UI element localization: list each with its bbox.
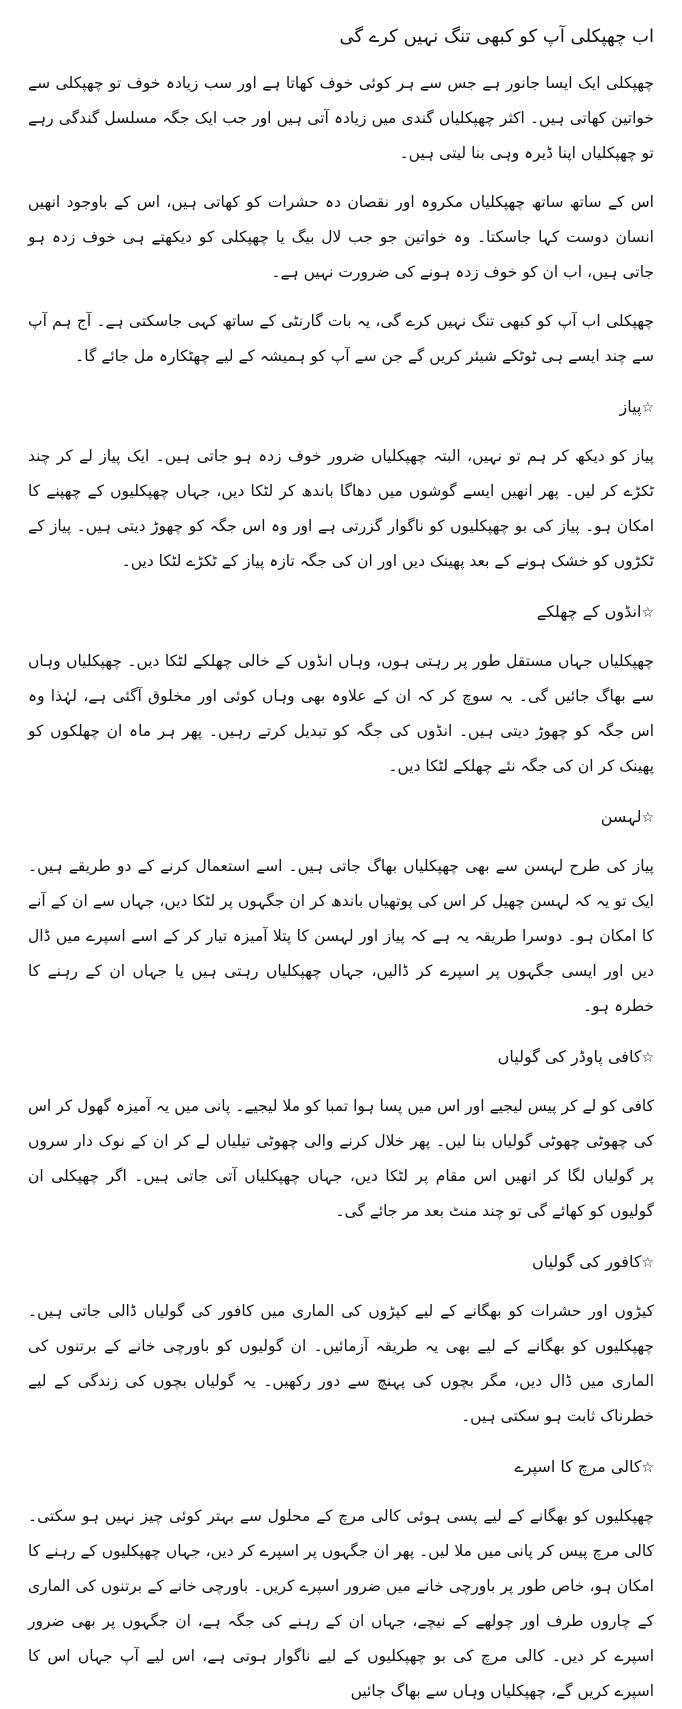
star-icon: ☆ — [641, 1255, 654, 1271]
intro-paragraph-3: چھپکلی اب آپ کو کبھی تنگ نہیں کرے گی، یہ بات گارنٹی کے ساتھ کہی جاسکتی ہے۔ آج ہم آپ سے چند ایسے ہی ٹوٹکے شیئر کریں گے جن سے آپ کو ہمیشہ کے لیے چھٹکارہ مل جائے گا۔ — [28, 312, 654, 365]
section-heading-text: کالی مرچ کا اسپرے — [514, 1457, 642, 1476]
section-heading-text: لہسن — [600, 807, 642, 826]
section-heading — [28, 1247, 654, 1278]
section-coffee-pellets — [28, 1042, 654, 1229]
section-heading-text: کافور کی گولیاں — [531, 1252, 642, 1271]
star-icon: ☆ — [641, 605, 654, 621]
section-garlic — [28, 802, 654, 1024]
section-heading — [28, 1042, 654, 1073]
section-heading — [28, 802, 654, 833]
intro-paragraph-2: اس کے ساتھ ساتھ چھپکلیاں مکروہ اور نقصان دہ حشرات کو کھاتی ہیں، اس کے باوجود انھیں انسان دوست کہا جاسکتا۔ وہ خواتین جو جب لال بیگ یا چھپکلی کو دیکھتے ہی خوف زدہ ہو جاتی ہیں، اب ان کو خوف زدہ ہونے کی ضرورت نہیں ہے۔ — [28, 193, 654, 281]
section-body: چھپکلیوں کو بھگانے کے لیے پسی ہوئی کالی مرچ کے محلول سے بہتر کوئی چیز نہیں ہو سکتی۔ کالی مرچ پیس کر پانی میں ملا لیں۔ پھر ان جگہوں پر اسپرے کر دیں، جہاں چھپکلیوں کے رہنے کا امکان ہو، خاص طور پر باورچی خانے میں ضرور اسپرے کریں۔ باورچی خانے کے برتنوں کی الماری کے چاروں طرف اور چولھے کے نیچے، جہاں ان کے رہنے کی جگہ ہے، ان جگہوں پر بھی ضرور اسپرے کر دیں۔ کالی مرچ کی بو چھپکلیوں کے لیے ناگوار ہوتی ہے، اس لیے آپ جہاں اس کا اسپرے کریں گے، چھپکلیاں وہاں سے بھاگ جائیں — [28, 1507, 654, 1700]
section-heading — [28, 597, 654, 628]
intro-paragraph-1: چھپکلی ایک ایسا جانور ہے جس سے ہر کوئی خوف کھاتا ہے اور سب زیادہ خوف تو چھپکلی سے خواتین کھاتی ہیں۔ اکثر چھپکلیاں گندی میں زیادہ آتی ہیں اور جب ایک جگہ مسلسل گندگی رہے تو چھپکلیاں اپنا ڈیرہ وہی بنا لیتی ہیں۔ — [28, 74, 654, 162]
section-body: چھپکلیاں جہاں مستقل طور پر رہتی ہوں، وہاں انڈوں کے خالی چھلکے لٹکا دیں۔ چھپکلیاں وہاں سے بھاگ جائیں گی۔ یہ سوچ کر کہ ان کے علاوہ بھی وہاں کوئی اور مخلوق آگئی ہے، لہٰذا وہ اس جگہ کو چھوڑ دیتی ہیں۔ انڈوں کی جگہ کو تبدیل کرتے رہیں۔ پھر ہر ماہ ان چھلکوں کو پھینک کر ان کی جگہ نئے چھلکے لٹکا دیں۔ — [28, 652, 654, 775]
article-title: اب چھپکلی آپ کو کبھی تنگ نہیں کرے گی — [339, 26, 654, 47]
star-icon: ☆ — [641, 1460, 654, 1476]
section-heading-text: پیاز — [619, 397, 642, 416]
section-body: پیاز کو دیکھ کر ہم تو نہیں، البتہ چھپکلیاں ضرور خوف زدہ ہو جاتی ہیں۔ ایک پیاز لے کر چند ٹکڑے کر لیں۔ پھر انھیں ایسے گوشوں میں دھاگا باندھ کر لٹکا دیں، جہاں چھپکلیوں کے چھپنے کا امکان ہو۔ پیاز کی بو چھپکلیوں کو ناگوار گزرتی ہے اور وہ اس جگہ کو چھوڑ دیتی ہیں۔ پیاز کے ٹکڑوں کو خشک ہونے کے بعد پھینک دیں اور ان کی جگہ تازہ پیاز کے ٹکڑے لٹکا دیں۔ — [28, 447, 654, 570]
section-camphor — [28, 1247, 654, 1434]
section-heading — [28, 392, 654, 423]
section-onion — [28, 392, 654, 579]
section-body: کافی کو لے کر پیس لیجیے اور اس میں پسا ہوا تمبا کو ملا لیجیے۔ پانی میں یہ آمیزہ گھول کر اس کی چھوٹی چھوٹی گولیاں بنا لیں۔ پھر خلال کرنے والی چھوٹی تیلیاں لے کر ان کے نوک دار سروں پر گولیاں لگا کر انھیں اس مقام پر لٹکا دیں، جہاں چھپکلیاں آتی جاتی ہیں۔ اگر چھپکلی ان گولیوں کو کھائے گی تو چند منٹ بعد مر جائے گی۔ — [28, 1097, 654, 1220]
section-body: پیاز کی طرح لہسن سے بھی چھپکلیاں بھاگ جاتی ہیں۔ اسے استعمال کرنے کے دو طریقے ہیں۔ ایک تو یہ کہ لہسن چھیل کر اس کی پوتھیاں باندھ کر ان جگہوں پر لٹکا دیں، جہاں سے ان کے آنے کا امکان ہو۔ دوسرا طریقہ یہ ہے کہ پیاز اور لہسن کا پتلا آمیزہ تیار کر کے اسے اسپرے میں ڈال دیں اور ایسی جگہوں پر اسپرے کر ڈالیں، جہاں چھپکلیاں رہتی ہیں یا جہاں ان کے رہنے کا خطرہ ہو۔ — [28, 857, 654, 1015]
section-heading-text: کافی پاوڈر کی گولیاں — [497, 1047, 642, 1066]
star-icon: ☆ — [641, 1050, 654, 1066]
section-pepper-spray — [28, 1452, 654, 1709]
section-heading-text: انڈوں کے چھلکے — [536, 602, 642, 621]
section-heading — [28, 1452, 654, 1483]
section-body: کیڑوں اور حشرات کو بھگانے کے لیے کپڑوں کی الماری میں کافور کی گولیاں ڈالی جاتی ہیں۔ چھپکلیوں کو بھگانے کے لیے بھی یہ طریقہ آزمائیں۔ ان گولیوں کو باورچی خانے کے برتنوں کی الماری میں ڈال دیں، مگر بچوں کی پہنچ سے دور رکھیں۔ یہ گولیاں بچوں کی زندگی کے لیے خطرناک ثابت ہو سکتی ہیں۔ — [28, 1302, 654, 1425]
section-eggshells — [28, 597, 654, 784]
star-icon: ☆ — [641, 810, 654, 826]
star-icon: ☆ — [641, 400, 654, 416]
